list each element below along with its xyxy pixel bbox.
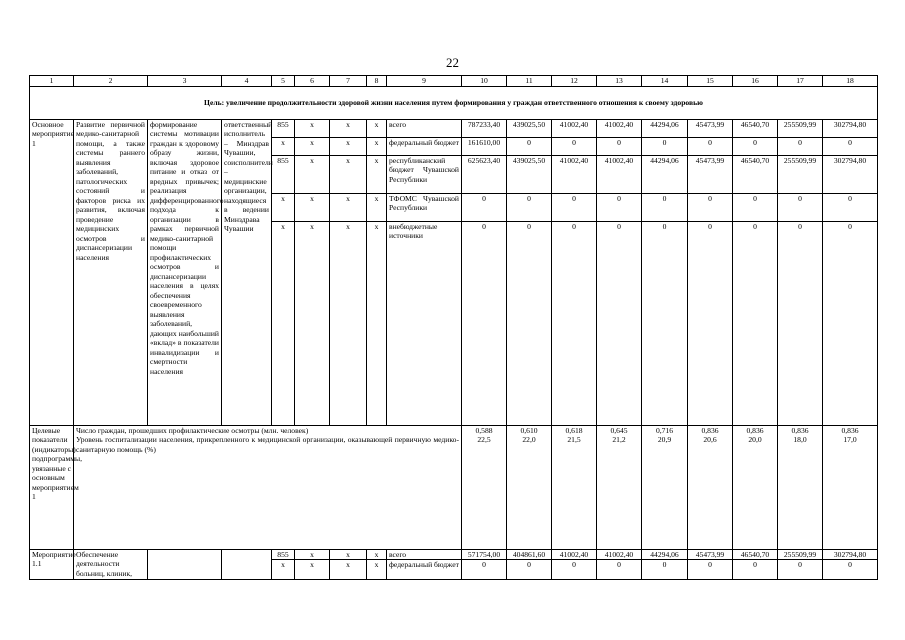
indicator-value: 0,836 [733,426,778,436]
indicator-value: 20,6 [688,435,733,549]
cell-value: 255509,99 [778,549,823,559]
cell-value: 0 [462,194,507,222]
page-number: 22 [446,55,459,70]
cell-value: 0 [823,222,878,426]
cell-value: 0 [507,138,552,156]
cell-csr: x [330,194,367,222]
cell-value: 0 [642,194,688,222]
cell-value: 0 [778,222,823,426]
event-1-1-result [148,549,222,579]
cell-vr: x [367,560,387,580]
cell-value: 0 [688,194,733,222]
cell-value: 0 [778,138,823,156]
cell-rz: x [295,194,330,222]
cell-value: 0 [552,222,597,426]
indicator-value: 0,618 [552,426,597,436]
indicator-name: Число граждан, прошедших профилактические осмотры (млн. человек) [74,426,462,436]
cell-value: 0 [688,138,733,156]
cell-value: 44294,06 [642,549,688,559]
cell-value: 0 [778,560,823,580]
cell-value: 45473,99 [688,120,733,138]
indicator-value: 22,0 [507,435,552,549]
cell-value: 0 [688,560,733,580]
col-18: 18 [823,76,878,87]
cell-value: 571754,00 [462,549,507,559]
cell-vr: x [367,120,387,138]
column-number-row [30,76,878,87]
cell-source: федеральный бюджет [387,138,462,156]
cell-value: 302794,80 [823,549,878,559]
indicator-value: 0,645 [597,426,642,436]
cell-rz: x [295,138,330,156]
cell-csr: x [330,156,367,194]
cell-rz: x [295,560,330,580]
cell-value: 44294,06 [642,156,688,194]
cell-value: 255509,99 [778,156,823,194]
cell-grbs: x [272,138,295,156]
cell-value: 439025,50 [507,156,552,194]
indicator-value: 20,9 [642,435,688,549]
cell-csr: x [330,222,367,426]
cell-value: 46540,70 [733,156,778,194]
cell-value: 0 [597,222,642,426]
main-event-name: Развитие первичной медико-санитарной помощи, а также системы раннего выявления заболеваний, патологических состояний и факторов риска их развития, включая проведение медицинских осмотров и диспансеризации населения [74,120,148,426]
cell-value: 0 [552,138,597,156]
cell-value: 0 [597,138,642,156]
cell-value: 41002,40 [597,549,642,559]
cell-source: республиканский бюджет Чувашской Республики [387,156,462,194]
cell-grbs: 855 [272,156,295,194]
cell-value: 41002,40 [552,156,597,194]
col-4: 4 [222,76,272,87]
cell-value: 41002,40 [597,156,642,194]
indicator-value: 0,836 [823,426,878,436]
cell-value: 0 [552,560,597,580]
col-1: 1 [30,76,74,87]
cell-value: 0 [733,194,778,222]
col-10: 10 [462,76,507,87]
cell-vr: x [367,156,387,194]
col-17: 17 [778,76,823,87]
cell-value: 45473,99 [688,549,733,559]
cell-value: 0 [823,138,878,156]
col-15: 15 [688,76,733,87]
cell-value: 0 [733,222,778,426]
indicator-row [30,435,878,549]
col-6: 6 [295,76,330,87]
cell-value: 161610,00 [462,138,507,156]
col-8: 8 [367,76,387,87]
cell-value: 0 [462,560,507,580]
indicator-value: 20,0 [733,435,778,549]
cell-source: внебюджетные источники [387,222,462,426]
cell-grbs: 855 [272,549,295,559]
cell-value: 0 [507,194,552,222]
cell-value: 302794,80 [823,156,878,194]
cell-value: 0 [597,194,642,222]
cell-value: 0 [733,138,778,156]
program-table [29,75,878,580]
indicator-value: 0,716 [642,426,688,436]
indicator-value: 0,588 [462,426,507,436]
indicator-row [30,426,878,436]
indicator-value: 21,5 [552,435,597,549]
cell-value: 0 [823,194,878,222]
cell-source: всего [387,120,462,138]
indicator-value: 22,5 [462,435,507,549]
cell-rz: x [295,549,330,559]
col-12: 12 [552,76,597,87]
main-event-result: формирование системы мотивации граждан к здоровому образу жизни, включая здоровое питание и отказ от вредных привычек; реализация дифференцированного подхода к организации в рамках первичной медико-санитарной помощи профилактических осмотров и диспансеризации населения в целях обеспечения своевременного выявления заболеваний, дающих наибольший «вклад» в показатели инвалидизации и смертности населения [148,120,222,426]
col-13: 13 [597,76,642,87]
main-event-executor: ответственный исполнитель – Минздрав Чувашии, соисполнители – медицинские организации, находящиеся в ведении Минздрава Чувашии [222,120,272,426]
cell-csr: x [330,549,367,559]
col-11: 11 [507,76,552,87]
col-9: 9 [387,76,462,87]
cell-csr: x [330,560,367,580]
cell-value: 41002,40 [552,120,597,138]
cell-source: ТФОМС Чувашской Республики [387,194,462,222]
cell-value: 439025,50 [507,120,552,138]
cell-source: всего [387,549,462,559]
indicator-value: 0,836 [688,426,733,436]
cell-value: 302794,80 [823,120,878,138]
indicators-label: Целевые показатели (индикаторы) подпрограммы, увязанные с основным мероприятием 1 [30,426,74,550]
indicator-value: 0,610 [507,426,552,436]
cell-value: 0 [597,560,642,580]
goal-row [30,87,878,120]
cell-value: 45473,99 [688,156,733,194]
col-5: 5 [272,76,295,87]
event-1-1-label: Мероприятие 1.1 [30,549,74,579]
main-event-row [30,120,878,138]
col-3: 3 [148,76,222,87]
main-event-label: Основное мероприятие 1 [30,120,74,426]
cell-value: 44294,06 [642,120,688,138]
cell-value: 0 [552,194,597,222]
cell-value: 0 [507,222,552,426]
cell-value: 0 [733,560,778,580]
cell-value: 255509,99 [778,120,823,138]
cell-rz: x [295,222,330,426]
indicator-value: 17,0 [823,435,878,549]
cell-csr: x [330,138,367,156]
cell-value: 0 [507,560,552,580]
cell-value: 41002,40 [552,549,597,559]
cell-value: 46540,70 [733,120,778,138]
indicator-name: Уровень госпитализации населения, прикрепленного к медицинской организации, оказывающей первичную медико-санитарную помощь (%) [74,435,462,549]
cell-value: 46540,70 [733,549,778,559]
cell-grbs: 855 [272,120,295,138]
cell-value: 0 [642,560,688,580]
goal-text: Цель: увеличение продолжительности здоровой жизни населения путем формирования у граждан ответственного отношения к своему здоровью [30,87,878,120]
col-2: 2 [74,76,148,87]
col-16: 16 [733,76,778,87]
cell-grbs: x [272,194,295,222]
col-14: 14 [642,76,688,87]
cell-source: федеральный бюджет [387,560,462,580]
cell-value: 0 [462,222,507,426]
indicator-value: 0,836 [778,426,823,436]
cell-vr: x [367,222,387,426]
cell-value: 787233,40 [462,120,507,138]
cell-rz: x [295,156,330,194]
cell-value: 0 [688,222,733,426]
cell-rz: x [295,120,330,138]
cell-vr: x [367,138,387,156]
event-1-1-executor [222,549,272,579]
cell-value: 404861,60 [507,549,552,559]
cell-value: 0 [642,222,688,426]
cell-grbs: x [272,222,295,426]
event-1-1-row [30,549,878,559]
cell-value: 0 [642,138,688,156]
indicator-value: 21,2 [597,435,642,549]
cell-vr: x [367,194,387,222]
cell-value: 0 [778,194,823,222]
cell-grbs: x [272,560,295,580]
cell-value: 625623,40 [462,156,507,194]
cell-value: 41002,40 [597,120,642,138]
cell-vr: x [367,549,387,559]
col-7: 7 [330,76,367,87]
cell-value: 0 [823,560,878,580]
indicator-value: 18,0 [778,435,823,549]
cell-csr: x [330,120,367,138]
event-1-1-name: Обеспечение деятельности больниц, клиник, [74,549,148,579]
